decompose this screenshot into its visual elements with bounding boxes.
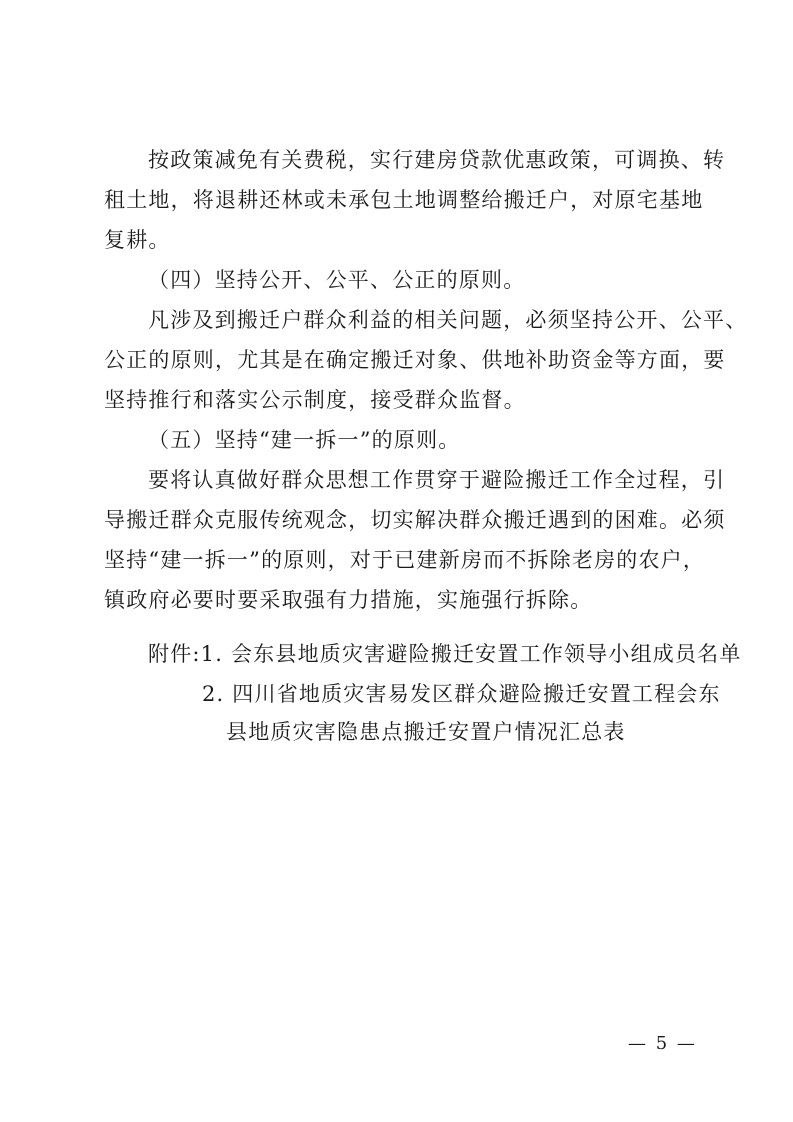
paragraph-line: 公正的原则，尤其是在确定搬迁对象、供地补助资金等方面，要 (104, 348, 726, 372)
attachment-line: 2. 四川省地质灾害易发区群众避险搬迁安置工程会东 (202, 682, 721, 706)
page-number: — 5 — (628, 1033, 697, 1054)
attachment-line: 县地质灾害隐患点搬迁安置户情况汇总表 (226, 720, 626, 744)
paragraph-line: 要将认真做好群众思想工作贯穿于避险搬迁工作全过程，引 (148, 468, 726, 492)
paragraph-line: 租土地，将退耕还林或未承包土地调整给搬迁户，对原宅基地 (104, 188, 704, 212)
paragraph-line: 导搬迁群众克服传统观念，切实解决群众搬迁遇到的困难。必须 (104, 508, 726, 532)
paragraph-line: 坚持“建一拆一”的原则，对于已建新房而不拆除老房的农户， (104, 548, 706, 572)
attachment-line: 附件:1. 会东县地质灾害避险搬迁安置工作领导小组成员名单 (148, 642, 742, 666)
section-heading: （四）坚持公开、公平、公正的原则。 (148, 268, 526, 292)
paragraph-line: 镇政府必要时要采取强有力措施，实施强行拆除。 (104, 588, 593, 612)
paragraph-line: 凡涉及到搬迁户群众利益的相关问题，必须坚持公开、公平、 (148, 308, 748, 332)
section-heading: （五）坚持“建一拆一”的原则。 (148, 428, 461, 452)
paragraph-line: 按政策减免有关费税，实行建房贷款优惠政策，可调换、转 (148, 148, 726, 172)
paragraph-line: 复耕。 (104, 228, 171, 252)
paragraph-line: 坚持推行和落实公示制度，接受群众监督。 (104, 388, 526, 412)
